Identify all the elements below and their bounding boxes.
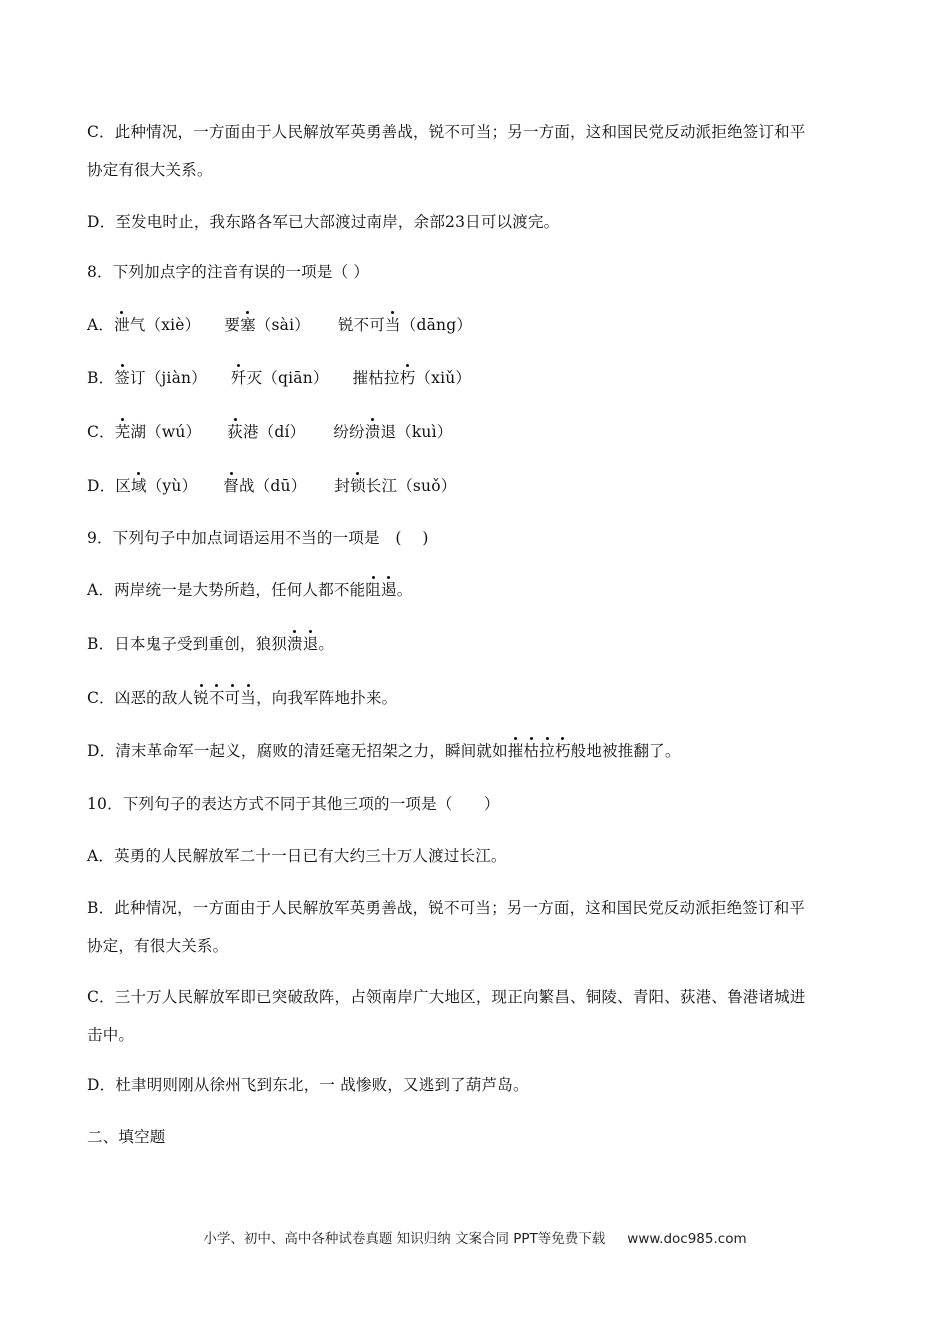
question-8-stem: 8．下列加点字的注音有误的一项是（ ） — [87, 263, 370, 281]
option-d-line: D．至发电时止，我东路各军已大部渡过南岸，余部23日可以渡完。 — [87, 213, 560, 231]
dotted-char: 朽 — [399, 369, 416, 387]
dotted-char: 当 — [385, 316, 401, 334]
question-10-stem: 10．下列句子的表达方式不同于其他三项的一项是（ ） — [87, 795, 500, 813]
dotted-char: 朽 — [554, 742, 571, 760]
dotted-char: 域 — [131, 477, 147, 495]
dotted-char: 枯 — [523, 742, 540, 760]
question-9-option-a: A．两岸统一是大势所趋，任何人都不能阻遏。 — [87, 581, 413, 599]
dotted-char: 可 — [224, 689, 241, 707]
question-10-option-b-line1: B．此种情况，一方面由于人民解放军英勇善战，锐不可当；另一方面，这和国民党反动派拒绝签订和平 — [87, 899, 806, 917]
dotted-char: 荻 — [227, 423, 243, 441]
dotted-char: 泄 — [114, 316, 130, 334]
option-c-line2: 协定有很大关系。 — [87, 161, 213, 179]
question-10-option-b-line2: 协定，有很大关系。 — [87, 937, 229, 955]
dotted-char: 塞 — [240, 316, 256, 334]
page-footer — [0, 1227, 950, 1247]
question-9-option-d: D．清末革命军一起义，腐败的清廷毫无招架之力，瞬间就如摧枯拉朽般地被推翻了。 — [87, 742, 681, 760]
question-9-stem: 9．下列句子中加点词语运用不当的一项是 ( ) — [87, 529, 429, 547]
section-heading: 二、填空题 — [87, 1128, 166, 1146]
dotted-char: 芜 — [114, 423, 131, 441]
question-10-option-c-line1: C．三十万人民解放军即已突破敌阵，占领南岸广大地区，现正向繁昌、铜陵、青阳、荻港、鲁港诸城进 — [87, 988, 806, 1006]
dotted-char: 当 — [240, 689, 257, 707]
question-10-option-a: A．英勇的人民解放军二十一日已有大约三十万人渡过长江。 — [87, 847, 507, 865]
option-c-line1: C．此种情况，一方面由于人民解放军英勇善战，锐不可当；另一方面，这和国民党反动派拒绝签订和平 — [87, 123, 806, 141]
dotted-char: 遏 — [381, 581, 397, 599]
dotted-char: 溃 — [287, 635, 303, 653]
dotted-char: 溃 — [364, 423, 381, 441]
dotted-char: 签 — [114, 369, 130, 387]
question-10-option-d: D．杜聿明则刚从徐州飞到东北，一 战惨败，又逃到了葫芦岛。 — [87, 1076, 529, 1094]
question-9-option-c: C．凶恶的敌人锐不可当，向我军阵地扑来。 — [87, 689, 398, 707]
dotted-char: 锁 — [350, 477, 366, 495]
question-9-option-b: B．日本鬼子受到重创，狼狈溃退。 — [87, 635, 335, 653]
dotted-char: 摧 — [507, 742, 524, 760]
dotted-char: 督 — [223, 477, 239, 495]
dotted-char: 阻 — [365, 581, 381, 599]
question-10-option-c-line2: 击中。 — [87, 1026, 135, 1044]
dotted-char: 锐 — [193, 689, 209, 707]
dotted-char: 退 — [302, 635, 319, 653]
footer-text: 小学、初中、高中各种试卷真题 知识归纳 文案合同 PPT等免费下载 — [203, 1231, 606, 1247]
question-8-option-d: D．区域（yù） 督战（dū） 封锁长江（suǒ） — [87, 477, 457, 495]
dotted-char: 歼 — [230, 369, 247, 387]
question-8-option-a: A．泄气（xiè） 要塞（sài） 锐不可当（dāng） — [87, 316, 473, 334]
dotted-char: 不 — [208, 689, 225, 707]
question-8-option-c: C．芜湖（wú） 荻港（dí） 纷纷溃退（kuì） — [87, 423, 453, 441]
dotted-char: 拉 — [539, 742, 555, 760]
question-8-option-b: B．签订（jiàn） 歼灭（qiān） 摧枯拉朽（xiǔ） — [87, 369, 472, 387]
footer-url[interactable]: www.doc985.com — [627, 1231, 747, 1247]
